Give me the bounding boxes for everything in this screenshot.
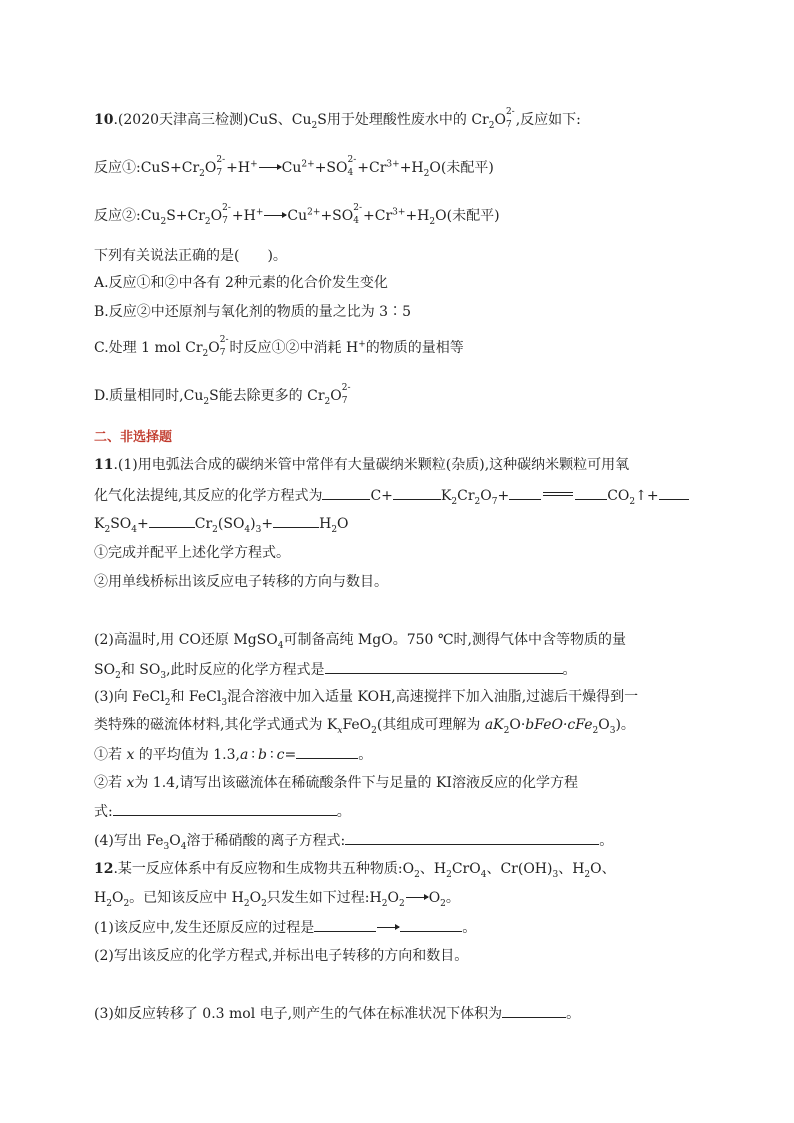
answer-blank[interactable] [509,485,541,500]
answer-blank[interactable] [314,917,376,932]
q10-reaction-1: 反应$①:CuS+Cr_2O$ 2- 7 +H+ $Cu^{2+}+SO$ 2- 4 $+Cr^{3+}+H_2O$(未配平) [94,155,494,179]
question-number: 10 [94,112,114,128]
reaction-arrow-icon [264,215,286,216]
q12-line-1: 12.某一反应体系中有反应物和生成物共五种物质$:O_2$、$H_2CrO_4$、$Cr(OH)_3$、$H_2O$、 [94,861,616,880]
answer-blank[interactable] [325,659,563,674]
option-a: A.反应①和②中各有 2种元素的化合价发生变化 [94,275,388,291]
q11-part-2-line-1: (2)高温时,用 CO还原 MgSO$_4$可制备高纯 MgO。750 ℃时,测得气体中含等物质的量 [94,632,626,651]
answer-blank[interactable] [296,744,358,759]
answer-blank[interactable] [322,485,370,500]
answer-blank[interactable] [400,917,462,932]
chem-ion-charge: 2- 7 [505,107,515,130]
answer-blank[interactable] [113,801,337,816]
answer-blank[interactable] [149,513,195,528]
q12-line-2: $H_2O_2$。已知该反应中 $H_2O_2$只发生如下过程$:H_2O_2$ $O_2$。 [94,890,460,909]
q11-part-3-sub-2-line-2: 式: 。 [94,801,351,822]
reaction-arrow-icon [259,167,281,168]
q11-part-3-sub-1: ①若 x 的平均值为 1.3,a ∶ b ∶ c= 。 [94,744,372,765]
answer-blank[interactable] [575,485,607,500]
q12-part-1: (1)该反应中,发生还原反应的过程是 。 [94,917,476,938]
answer-blank[interactable] [659,485,689,500]
q12-part-3: (3)如反应转移了 0.3 mol 电子,则产生的气体在标准状况下体积为 。 [94,1003,580,1024]
answer-blank[interactable] [273,513,319,528]
option-b: B.反应②中还原剂与氧化剂的物质的量之比为 3∶5 [94,304,412,320]
q11-part-3-sub-2: ②若 x为 1.4,请写出该磁流体在稀硫酸条件下与足量的 KI溶液反应的化学方程 [94,775,578,791]
reaction-arrow-icon [406,897,428,898]
answer-blank[interactable] [345,830,599,845]
answer-blank[interactable] [393,485,441,500]
section-heading: 二、非选择题 [94,430,173,445]
question-number: 12 [94,861,114,877]
q10-reaction-2: 反应$②:Cu_2S+Cr_2O$ 2- 7 +H+ $Cu^{2+}+SO$ 2- 4 $+Cr^{3+}+H_2O$(未配平) [94,203,500,227]
q12-part-2: (2)写出该反应的化学方程式,并标出电子转移的方向和数目。 [94,948,469,964]
q11-line-3: $K_2SO_4+ Cr_2(SO_4)_3+ H_2O$ [94,513,349,534]
answer-blank[interactable] [502,1003,566,1018]
equals-sign-icon [543,492,573,496]
q11-part-2-line-2: $SO_2$和 $SO_3$,此时反应的化学方程式是 。 [94,659,577,680]
q11-line-2: 化气化法提纯,其反应的化学方程式为 $C+ K_2Cr_2O_7+$ $CO_2↑+$ [94,485,689,506]
option-d: D.质量相同时$,Cu_2S$能去除更多的 $Cr_2O$ 2- 7 [94,383,351,407]
question-number: 11 [94,457,114,473]
option-c: C.处理 1 mol $Cr_2O$ 2- 7 时反应①②中消耗 H+的物质的量相等 [94,335,464,359]
reaction-arrow-icon [377,927,399,928]
q11-sub-1: ①完成并配平上述化学方程式。 [94,545,290,561]
q10-question: 下列有关说法正确的是( )。 [94,248,287,264]
q11-line-1: 11.(1)用电弧法合成的碳纳米管中常伴有大量碳纳米颗粒(杂质),这种碳纳米颗粒可用氧 [94,457,630,473]
q11-part-3-line-1: (3)向 FeCl$_2$和 FeCl$_3$混合溶液中加入适量 KOH,高速搅拌下加入油脂,过滤后干燥得到一 [94,689,639,708]
q11-part-3-line-2: 类特殊的磁流体材料,其化学式通式为 $K_xFeO_2$(其组成可理解为 $aK_2O\cdot bFeO\cdot cFe_2O_3$)。 [94,717,635,736]
q11-part-4: (4)写出 $Fe_3O_4$溶于稀硝酸的离子方程式: 。 [94,830,613,851]
q10-stem: 10.(2020天津高三检测)CuS、$Cu_2S$用于处理酸性废水中的 $Cr_2O$ 2- 7 ,反应如下: [94,107,581,131]
q11-sub-2: ②用单线桥标出该反应电子转移的方向与数目。 [94,574,388,590]
